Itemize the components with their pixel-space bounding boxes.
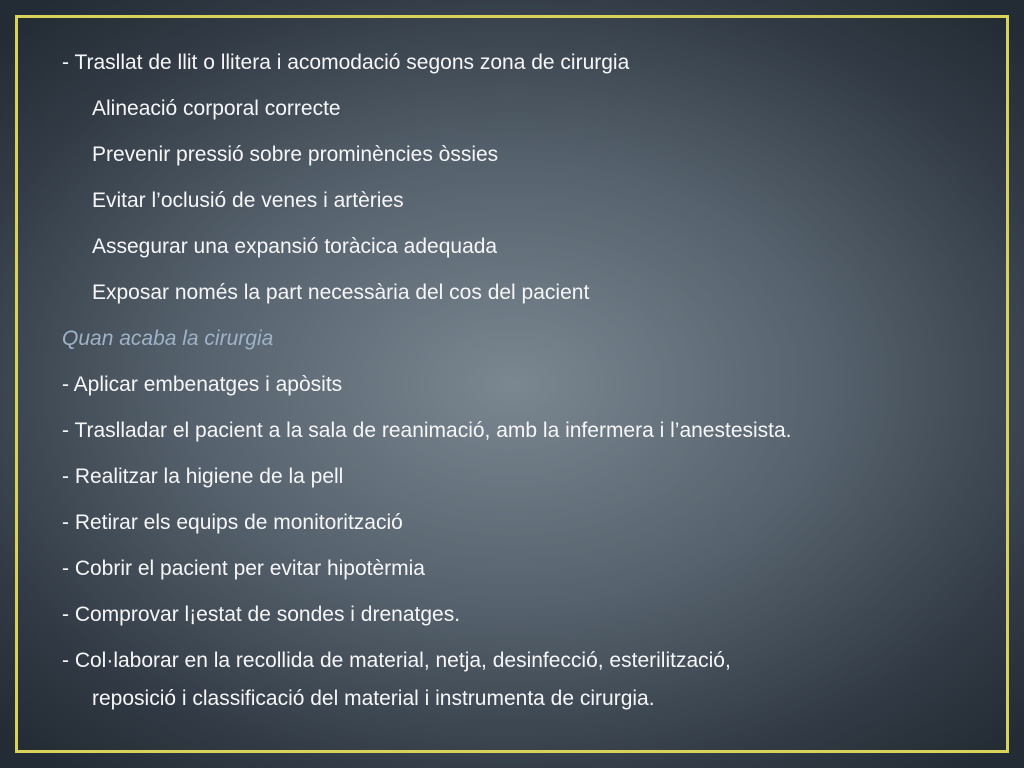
sub-item-prevent-pressure: Prevenir pressió sobre prominències òssies xyxy=(92,143,499,166)
bullet-collaborate-material-continued: reposició i classificació del material i instrumenta de cirurgia. xyxy=(92,687,655,710)
bullet-cover-patient: - Cobrir el pacient per evitar hipotèrmia xyxy=(62,557,425,580)
slide-content xyxy=(62,40,982,718)
bullet-transfer-bed: - Trasllat de llit o llitera i acomodació segons zona de cirurgia xyxy=(62,51,630,74)
bullet-remove-monitoring: - Retirar els equips de monitorització xyxy=(62,511,403,534)
bullet-skin-hygiene: - Realitzar la higiene de la pell xyxy=(62,465,344,488)
bullet-collaborate-material: - Col·laborar en la recollida de material, netja, desinfecció, esterilització, xyxy=(62,649,731,672)
bullet-transfer-patient: - Traslladar el pacient a la sala de reanimació, amb la infermera i l’anestesista. xyxy=(62,419,792,442)
sub-item-body-alignment: Alineació corporal correcte xyxy=(92,97,341,120)
section-heading-after-surgery: Quan acaba la cirurgia xyxy=(62,327,274,350)
sub-item-avoid-occlusion: Evitar l’oclusió de venes i artèries xyxy=(92,189,404,212)
bullet-apply-bandages: - Aplicar embenatges i apòsits xyxy=(62,373,343,396)
sub-item-expose-necessary: Exposar només la part necessària del cos del pacient xyxy=(92,281,590,304)
bullet-check-probes: - Comprovar l¡estat de sondes i drenatges. xyxy=(62,603,461,626)
sub-item-thoracic-expansion: Assegurar una expansió toràcica adequada xyxy=(92,235,498,258)
